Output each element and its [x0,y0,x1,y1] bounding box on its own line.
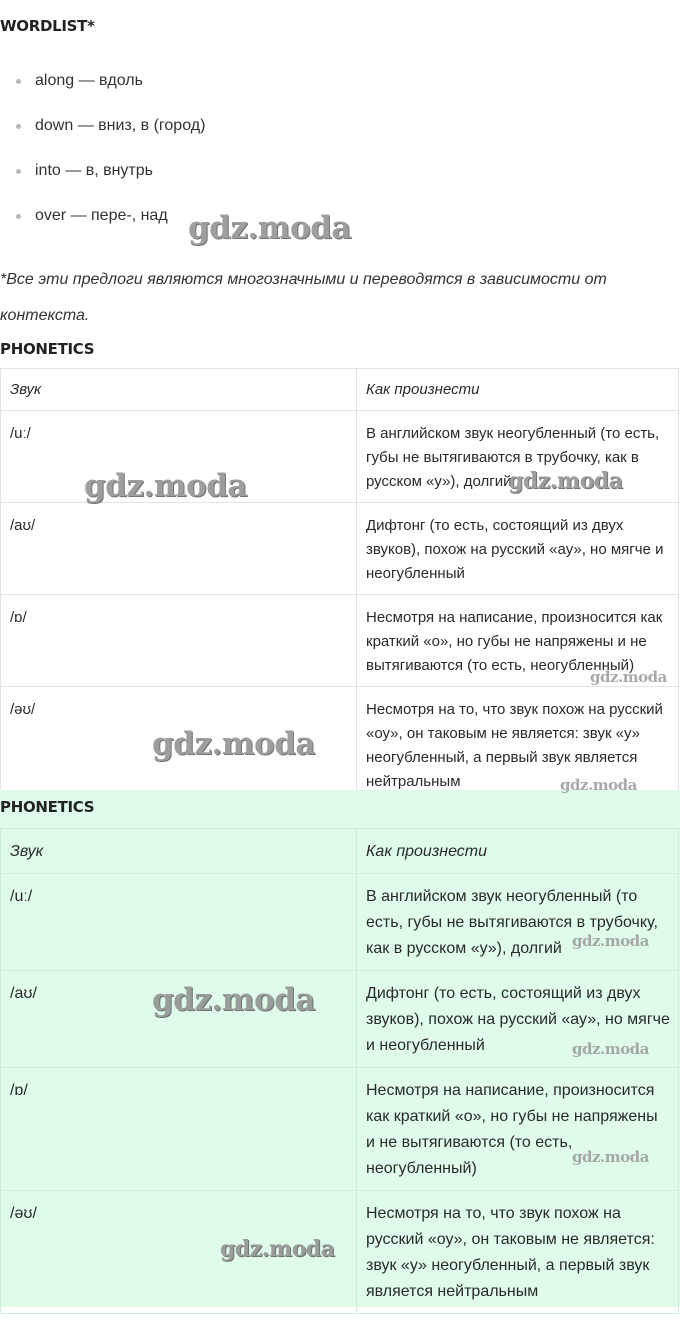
description-cell: Несмотря на то, что звук похож на русский «оу», он таковым не является: звук «у» неогубленный, а первый звук является нейтральным [357,1191,679,1314]
phonetics-table-highlighted [0,828,679,1314]
table-header-row [1,369,679,411]
wordlist-item-text: down — вниз, в (город) [35,117,206,134]
sound-cell: /uː/ [1,874,357,971]
sound-cell: /uː/ [1,411,357,503]
table-row [1,1191,679,1314]
column-header-sound: Звук [1,369,357,411]
list-item [0,108,680,153]
wordlist-item-text: into — в, внутрь [35,162,153,179]
watermark: gdz.moda [152,726,315,762]
wordlist-note: *Все эти предлоги являются многозначными и переводятся в зависимости от контекста. [0,271,607,324]
bullet-icon [16,214,21,219]
list-item [0,153,680,198]
bullet-icon [16,79,21,84]
watermark: gdz.moda [572,932,649,950]
table-row [1,874,679,971]
list-item [0,198,680,243]
watermark: gdz.moda [590,668,667,686]
bullet-icon [16,169,21,174]
watermark: gdz.moda [572,1040,649,1058]
sound-cell: /əʊ/ [1,687,357,803]
table-row [1,411,679,503]
table-row [1,971,679,1068]
description-cell: Дифтонг (то есть, состоящий из двух звуков), похож на русский «ау», но мягче и неогубленный [357,503,679,595]
description-cell: Дифтонг (то есть, состоящий из двух звуков), похож на русский «ау», но мягче и неогубленный [357,971,679,1068]
phonetics-heading: PHONETICS [0,340,95,358]
wordlist-heading: WORDLIST* [0,17,95,35]
watermark: gdz.moda [152,982,315,1018]
column-header-pronounce: Как произнести [357,369,679,411]
table-row [1,595,679,687]
wordlist-item-text: along — вдоль [35,72,143,89]
wordlist-item-text: over — пере-, над [35,207,168,224]
column-header-sound: Звук [1,829,357,874]
sound-cell: /ɒ/ [1,1068,357,1191]
watermark: gdz.moda [84,468,247,504]
description-cell: Несмотря на то, что звук похож на русский «оу», он таковым не является: звук «у» неогубленный, а первый звук является нейтральным [357,687,679,803]
sound-cell: /əʊ/ [1,1191,357,1314]
watermark: gdz.moda [188,210,351,246]
description-cell: В английском звук неогубленный (то есть, губы не вытягиваются в трубочку, как в русском «у»), долгий [357,411,679,503]
list-item [0,63,680,108]
bullet-icon [16,124,21,129]
description-cell: Несмотря на написание, произносится как краткий «о», но губы не напряжены и не вытягиваются (то есть, неогубленный) [357,1068,679,1191]
phonetics-heading-highlighted: PHONETICS [0,798,95,816]
table-row [1,503,679,595]
table-row [1,1068,679,1191]
sound-cell: /ɒ/ [1,595,357,687]
watermark: gdz.moda [560,776,637,794]
table-header-row [1,829,679,874]
wordlist [0,63,680,243]
table-row [1,687,679,803]
description-cell: В английском звук неогубленный (то есть, губы не вытягиваются в трубочку, как в русском «у»), долгий [357,874,679,971]
phonetics-table [0,368,679,803]
sound-cell: /aʊ/ [1,971,357,1068]
watermark: gdz.moda [508,468,623,494]
column-header-pronounce: Как произнести [357,829,679,874]
description-cell: Несмотря на написание, произносится как краткий «о», но губы не напряжены и не вытягиваются (то есть, неогубленный) [357,595,679,687]
watermark: gdz.moda [220,1236,335,1262]
sound-cell: /aʊ/ [1,503,357,595]
watermark: gdz.moda [572,1148,649,1166]
